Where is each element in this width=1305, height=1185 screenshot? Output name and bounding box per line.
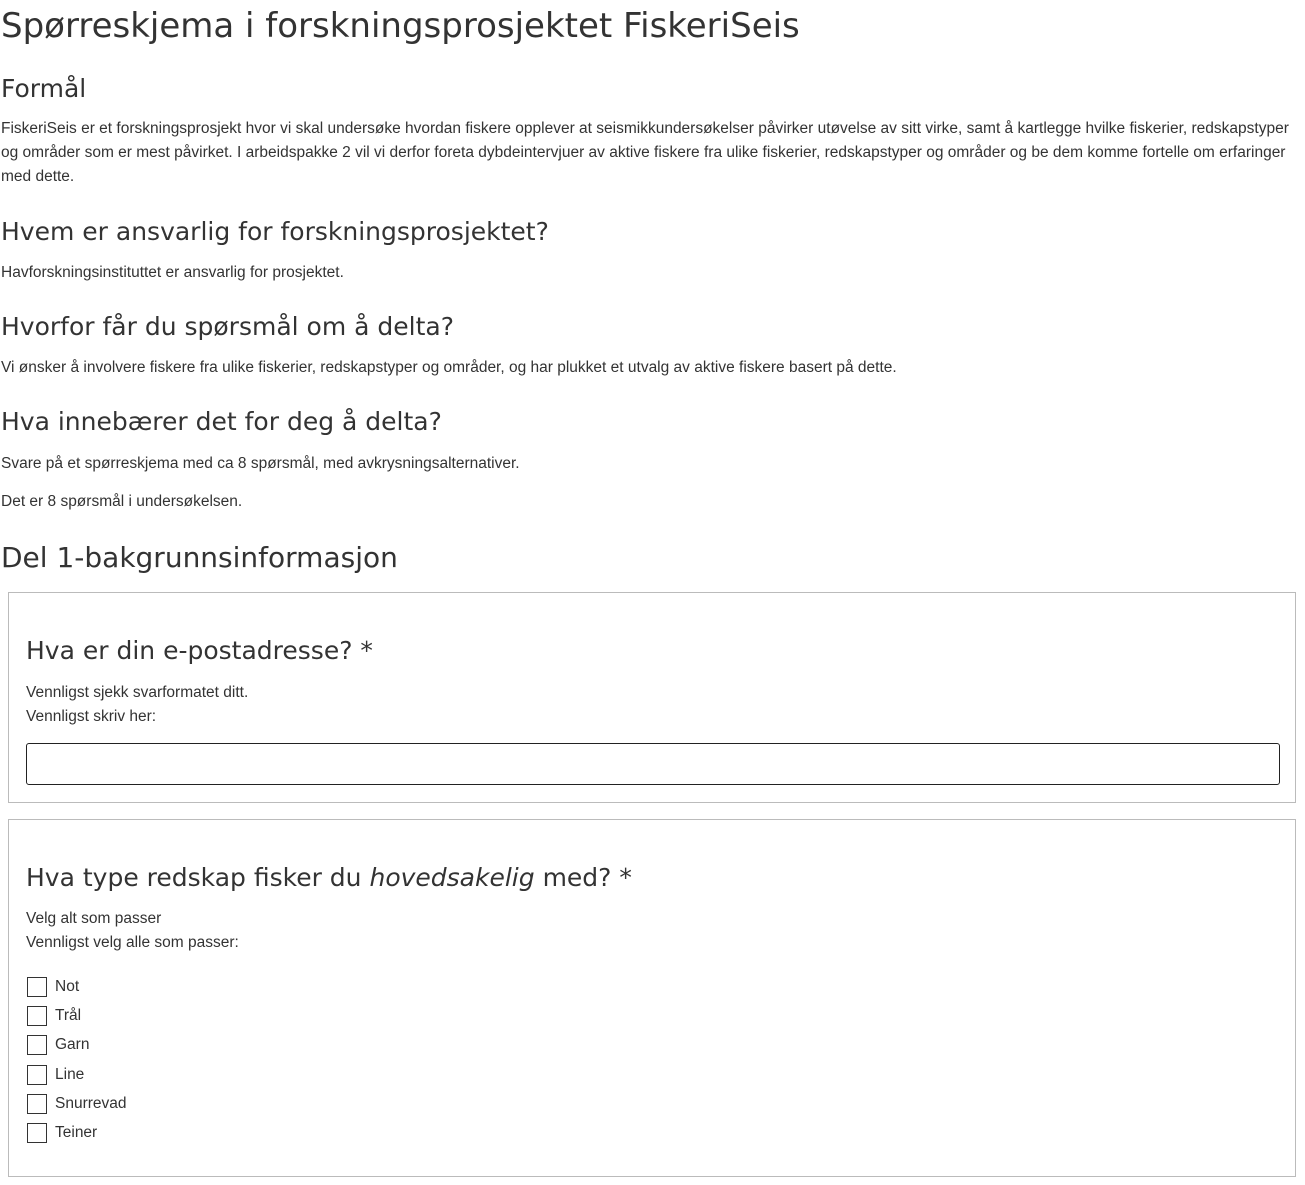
checkbox[interactable] (27, 977, 47, 997)
option-line[interactable] (27, 1064, 84, 1086)
option-garn[interactable] (27, 1034, 89, 1056)
section-text: Havforskningsinstituttet er ansvarlig for prosjektet. (1, 264, 344, 281)
section-heading: Formål (1, 74, 87, 103)
option-label: Snurrevad (55, 1095, 127, 1112)
required-marker: * (619, 863, 632, 892)
question-title: Hva type redskap fisker du hovedsakelig med? * (26, 863, 632, 892)
option-label: Garn (55, 1036, 90, 1053)
section-heading: Hva innebærer det for deg å delta? (1, 407, 442, 436)
question-instruction: Vennligst velg alle som passer: (26, 934, 239, 951)
option-teiner[interactable] (27, 1122, 97, 1144)
section-heading: Hvorfor får du spørsmål om å delta? (1, 312, 455, 341)
checkbox[interactable] (27, 1065, 47, 1085)
option-not[interactable] (27, 976, 79, 998)
section-heading: Hvem er ansvarlig for forskningsprosjektet? (1, 217, 549, 246)
email-input[interactable] (26, 743, 1280, 785)
question-gear (8, 819, 1296, 1177)
option-label: Trål (55, 1007, 82, 1024)
question-title: Hva er din e-postadresse? * (26, 636, 373, 665)
checkbox[interactable] (27, 1123, 47, 1143)
required-marker: * (360, 636, 373, 665)
question-instruction: Vennligst skriv her: (26, 708, 157, 725)
question-help: Velg alt som passer (26, 910, 162, 927)
option-label: Line (55, 1066, 85, 1083)
option-label: Not (55, 978, 80, 995)
checkbox[interactable] (27, 1035, 47, 1055)
section-text: FiskeriSeis er et forskningsprosjekt hvor vi skal undersøke hvordan fiskere opplever at seismikkundersøkelser påvirker utøvelse av sitt virke, samt å kartlegge hvilke fiskerier, redskapstyper og områder som er mest påvirket. I arbeidspakke 2 vil vi derfor foreta dybdeintervjuer av aktive fiskere fra ulike fiskerier, redskapstyper og områder og be dem komme fortelle om erfaringer med dette. (1, 120, 1289, 185)
option-label: Teiner (55, 1124, 98, 1141)
option-tral[interactable] (27, 1005, 81, 1027)
section-text: Vi ønsker å involvere fiskere fra ulike fiskerier, redskapstyper og områder, og har plukket et utvalg av aktive fiskere basert på dette. (1, 359, 897, 376)
section-text: Svare på et spørreskjema med ca 8 spørsmål, med avkrysningsalternativer. (1, 455, 520, 472)
section-text: Det er 8 spørsmål i undersøkelsen. (1, 493, 243, 510)
checkbox[interactable] (27, 1094, 47, 1114)
question-email (8, 592, 1296, 803)
checkbox[interactable] (27, 1006, 47, 1026)
page-title: Spørreskjema i forskningsprosjektet FiskeriSeis (1, 6, 800, 46)
part-heading: Del 1-bakgrunnsinformasjon (1, 541, 398, 574)
question-help: Vennligst sjekk svarformatet ditt. (26, 684, 249, 701)
option-snurrevad[interactable] (27, 1093, 127, 1115)
